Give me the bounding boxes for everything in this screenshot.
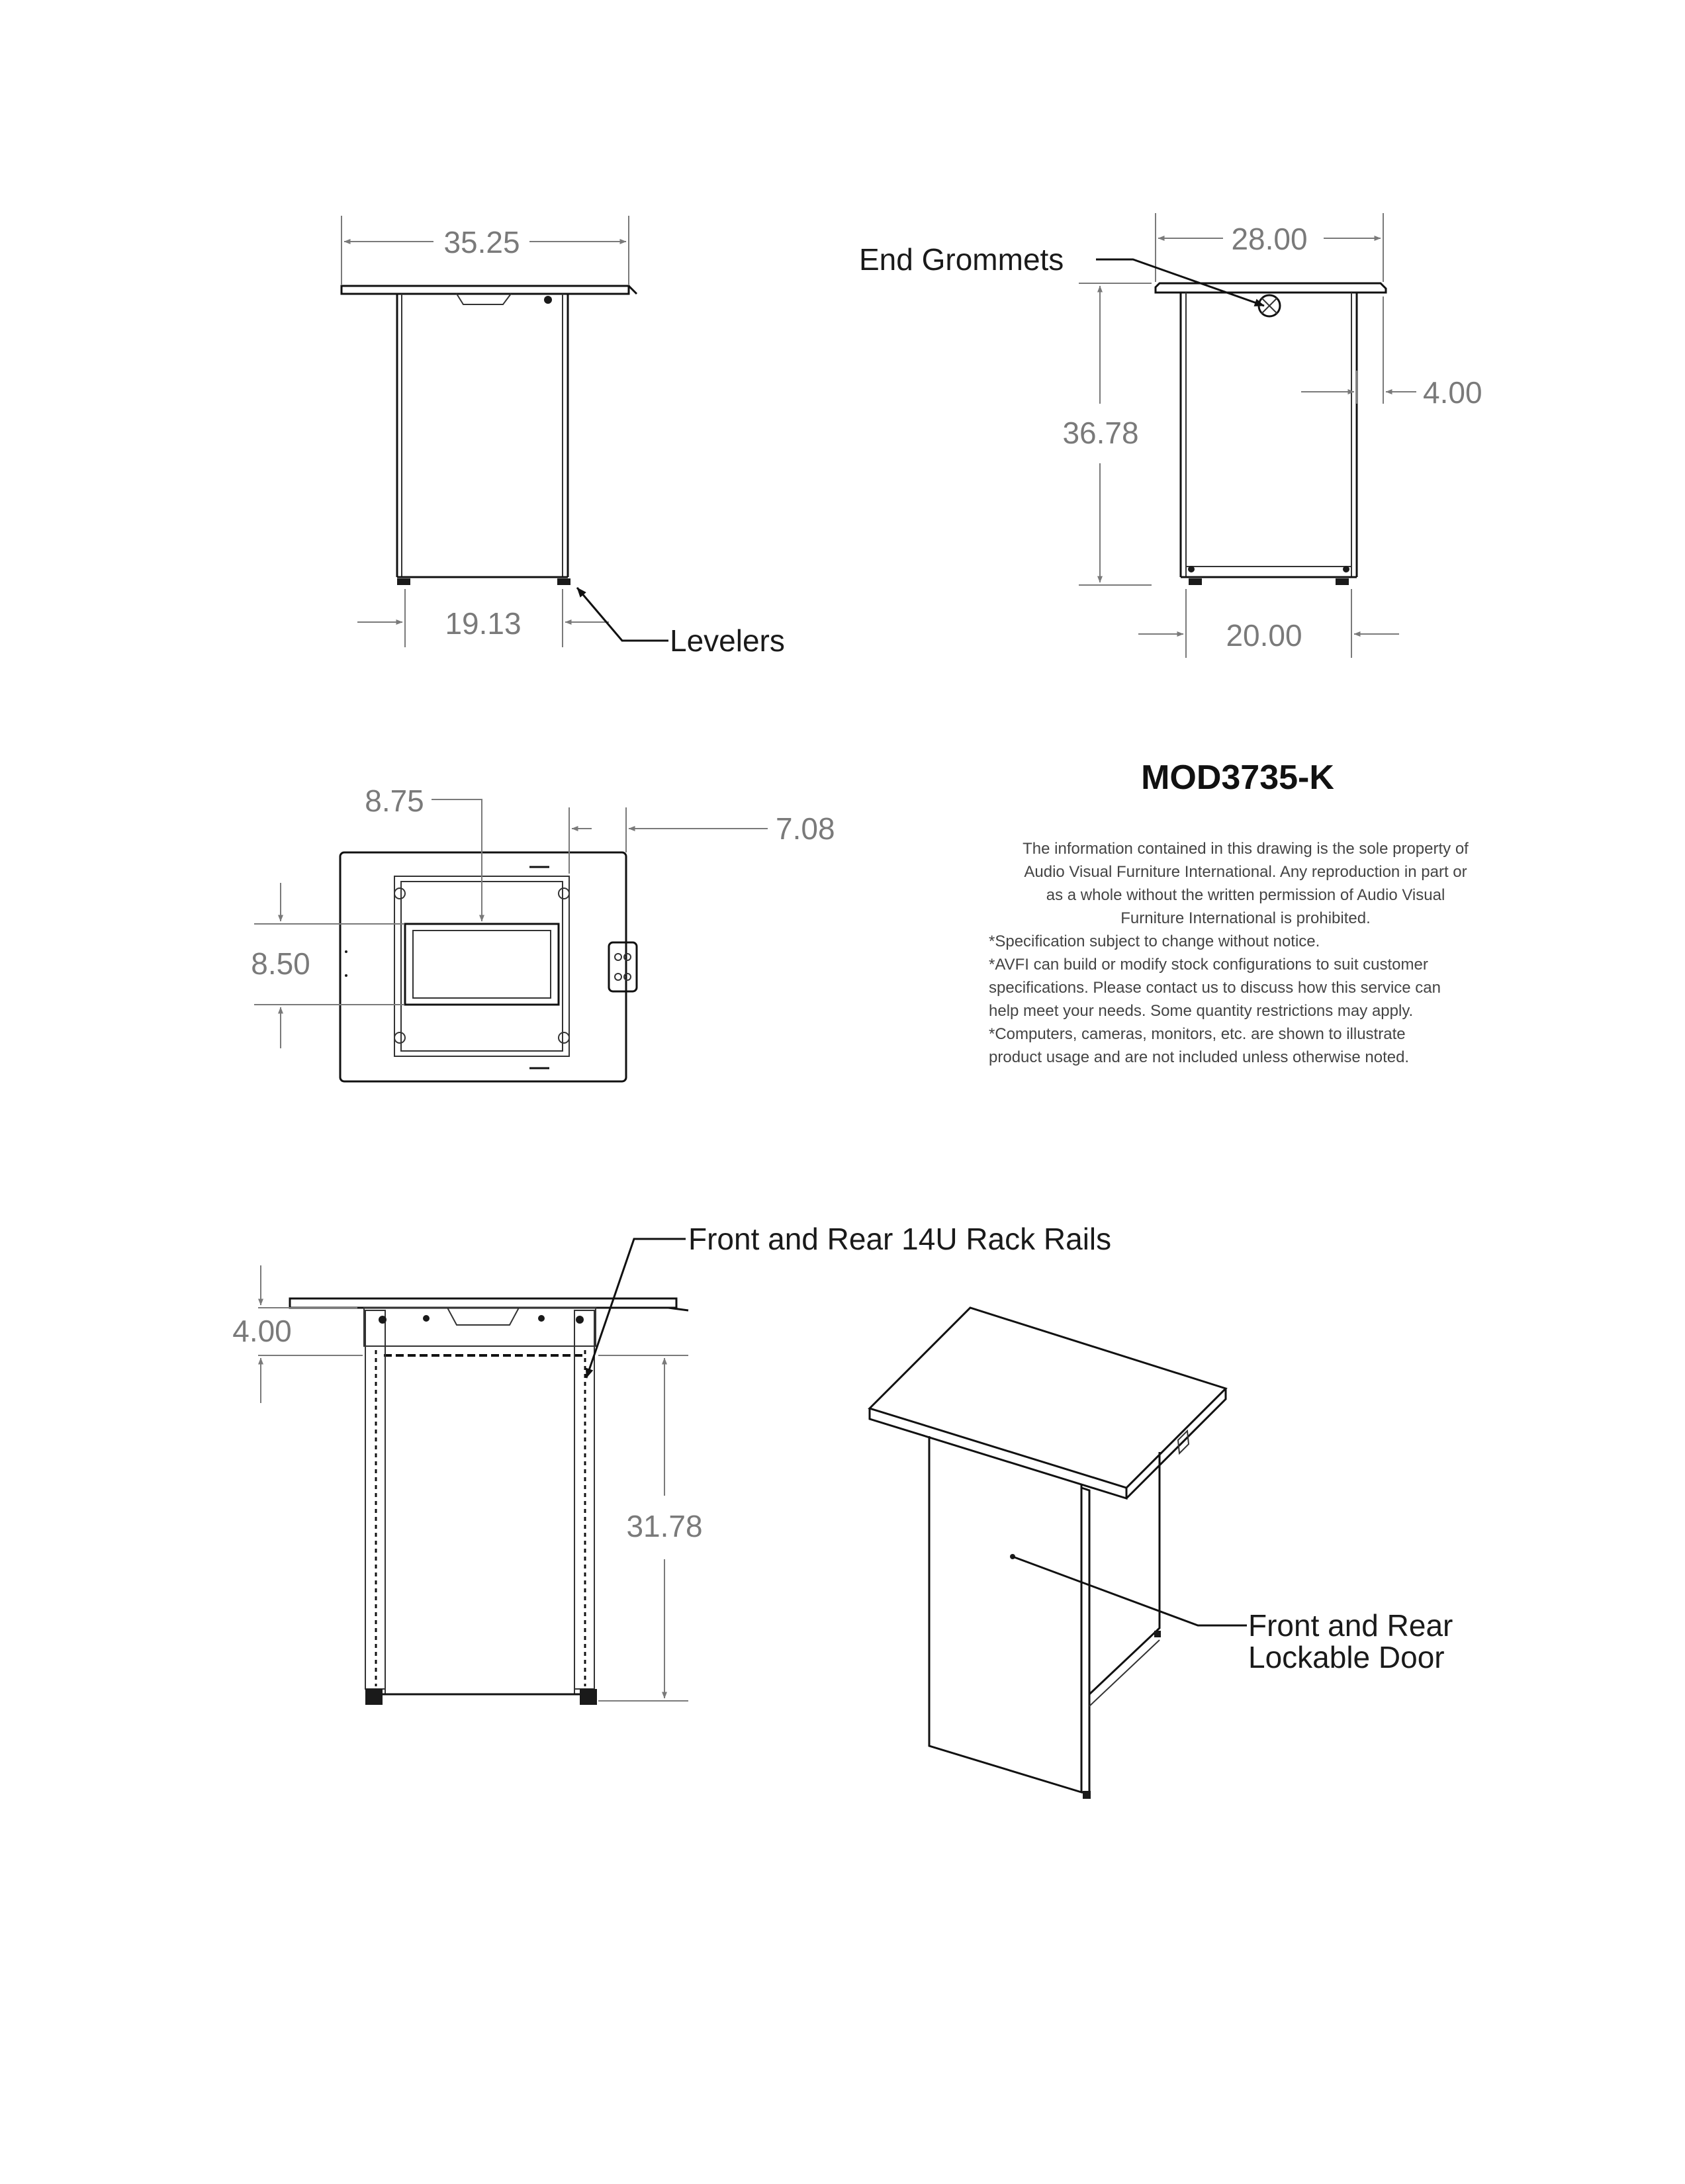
note-line: as a whole without the written permission of Audio Visual [1046,886,1445,904]
rack-view [232,1222,1111,1705]
edge-offset-dimension: 7.08 [776,811,835,846]
note-line: *Specification subject to change without notice. [989,933,1320,950]
top-view [251,784,835,1081]
rack-top-depth-dimension: 4.00 [232,1314,292,1348]
top-offset-x-dimension: 8.75 [365,784,424,818]
leg-spacing-dimension: 19.13 [445,606,522,641]
note-line: specifications. Please contact us to discuss how this service can [989,979,1441,997]
note-line: Furniture International is prohibited. [1120,909,1371,927]
notes-block [989,840,1469,1066]
rack-rails-callout: Front and Rear 14U Rack Rails [688,1222,1112,1256]
rail-height-dimension: 31.78 [626,1509,703,1543]
note-line: The information contained in this drawing is the sole property of [1023,840,1469,858]
note-line: help meet your needs. Some quantity restrictions may apply. [989,1002,1414,1020]
note-line: *AVFI can build or modify stock configurations to suit customer [989,956,1428,974]
door-callout-line1: Front and Rear [1248,1608,1453,1643]
side-height-dimension: 36.78 [1062,416,1139,450]
base-depth-dimension: 20.00 [1226,618,1302,653]
door-callout-line2: Lockable Door [1248,1640,1445,1674]
note-line: product usage and are not included unless otherwise noted. [989,1048,1410,1066]
side-view [859,213,1482,658]
note-line: *Computers, cameras, monitors, etc. are shown to illustrate [989,1025,1406,1043]
overhang-dimension: 4.00 [1423,375,1482,410]
note-line: Audio Visual Furniture International. Any reproduction in part or [1024,863,1467,881]
front-width-dimension: 35.25 [443,225,520,259]
part-number: MOD3735-K [1141,758,1334,797]
front-view [342,216,785,658]
side-depth-dimension: 28.00 [1231,222,1308,256]
end-grommets-callout: End Grommets [859,242,1064,277]
top-offset-y-dimension: 8.50 [251,946,310,981]
isometric-view [870,1308,1453,1799]
levelers-callout: Levelers [670,623,785,658]
